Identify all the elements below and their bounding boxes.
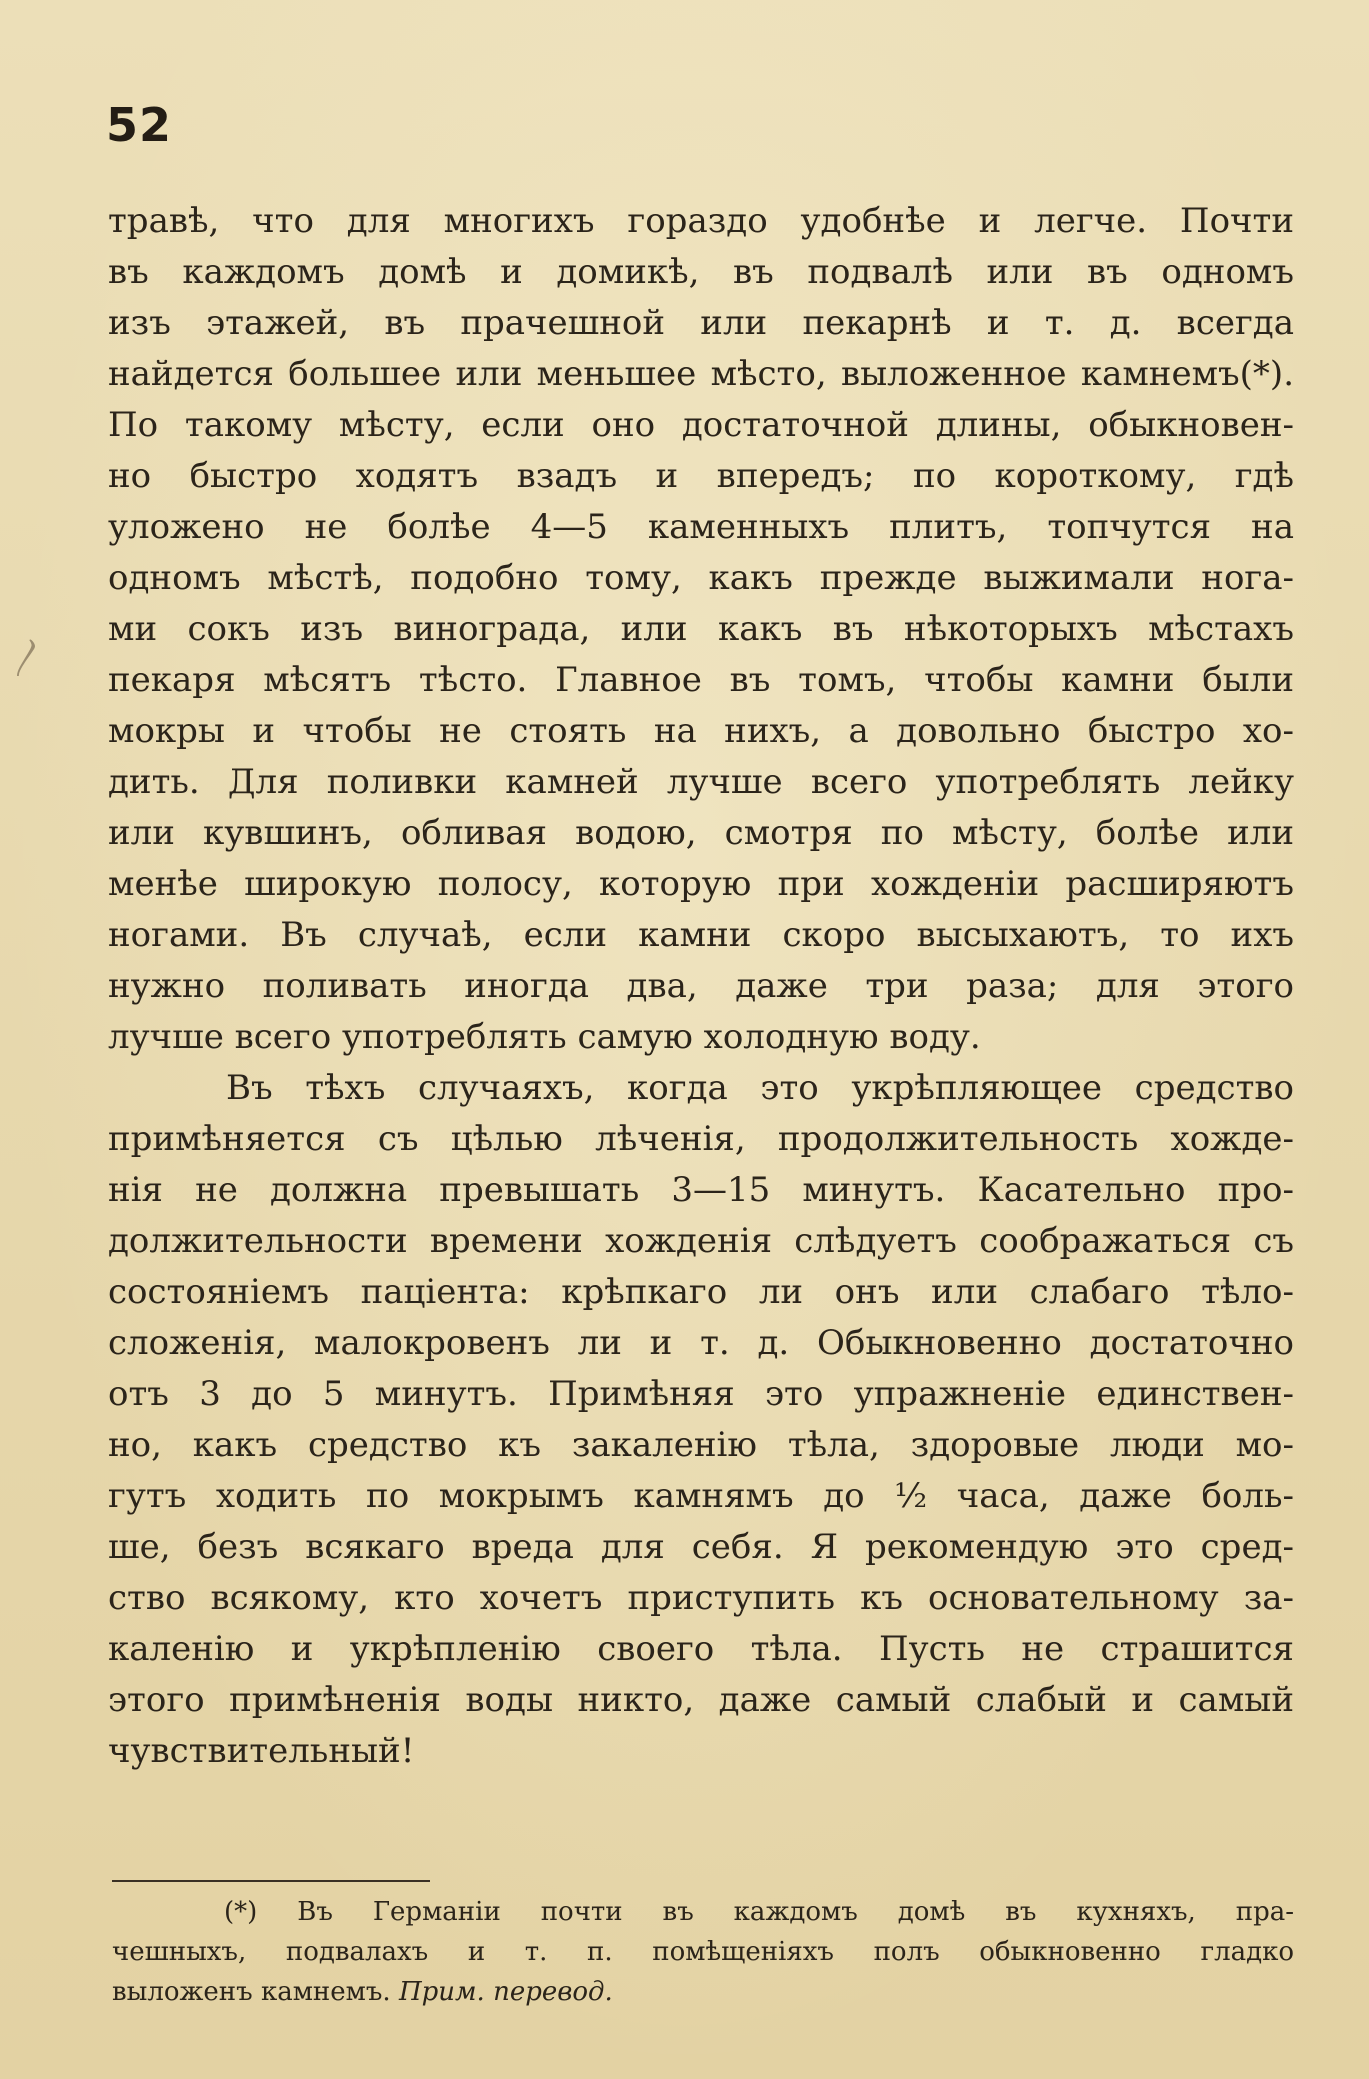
footnote-text: выложенъ камнемъ. bbox=[112, 1977, 391, 2007]
text-line: каленію и укрѣпленію своего тѣла. Пусть не страшится bbox=[108, 1629, 1294, 1669]
text-line: ми сокъ изъ винограда, или какъ въ нѣкоторыхъ мѣстахъ bbox=[108, 609, 1294, 649]
text-line: или кувшинъ, обливая водою, смотря по мѣсту, болѣе или bbox=[108, 813, 1294, 853]
text-line: гутъ ходить по мокрымъ камнямъ до ½ часа, даже боль- bbox=[108, 1476, 1294, 1516]
body-text bbox=[108, 196, 1294, 1777]
text-line: чувствительный! bbox=[108, 1731, 415, 1771]
text-line: травѣ, что для многихъ гораздо удобнѣе и легче. Почти bbox=[108, 201, 1294, 241]
text-line: нужно поливать иногда два, даже три раза; для этого bbox=[108, 966, 1294, 1006]
text-line: сложенія, малокровенъ ли и т. д. Обыкновенно достаточно bbox=[108, 1323, 1294, 1363]
footnote-line: (*) Въ Германіи почти въ каждомъ домѣ въ кухняхъ, пра- bbox=[224, 1897, 1294, 1927]
footnote-line: чешныхъ, подвалахъ и т. п. помѣщеніяхъ полъ обыкновенно гладко bbox=[112, 1937, 1294, 1967]
translator-note: Прим. перевод. bbox=[398, 1977, 613, 2007]
text-line: этого примѣненія воды никто, даже самый слабый и самый bbox=[108, 1680, 1294, 1720]
text-line: изъ этажей, въ прачешной или пекарнѣ и т. д. всегда bbox=[108, 303, 1294, 343]
text-line: менѣе широкую полосу, которую при хожденіи расширяютъ bbox=[108, 864, 1294, 904]
text-line: должительности времени хожденія слѣдуетъ соображаться съ bbox=[108, 1221, 1294, 1261]
text-line: найдется большее или меньшее мѣсто, выложенное камнемъ(*). bbox=[108, 354, 1294, 394]
footnote-divider bbox=[112, 1880, 430, 1882]
text-line: нія не должна превышать 3—15 минутъ. Касательно про- bbox=[108, 1170, 1294, 1210]
footnote bbox=[112, 1892, 1294, 2012]
text-line: но, какъ средство къ закаленію тѣла, здоровые люди мо- bbox=[108, 1425, 1294, 1465]
text-line: состояніемъ паціента: крѣпкаго ли онъ или слабаго тѣло- bbox=[108, 1272, 1294, 1312]
text-line: По такому мѣсту, если оно достаточной длины, обыкновен- bbox=[108, 405, 1294, 445]
text-line: уложено не болѣе 4—5 каменныхъ плитъ, топчутся на bbox=[108, 507, 1294, 547]
text-line: пекаря мѣсятъ тѣсто. Главное въ томъ, чтобы камни были bbox=[108, 660, 1294, 700]
text-line: но быстро ходятъ взадъ и впередъ; по короткому, гдѣ bbox=[108, 456, 1294, 496]
text-line: лучше всего употреблять самую холодную воду. bbox=[108, 1017, 981, 1057]
text-line: примѣняется съ цѣлью лѣченія, продолжительность хожде- bbox=[108, 1119, 1294, 1159]
text-line: отъ 3 до 5 минутъ. Примѣняя это упражненіе единствен- bbox=[108, 1374, 1294, 1414]
page-number: 52 bbox=[106, 98, 173, 152]
text-line: ше, безъ всякаго вреда для себя. Я рекомендую это сред- bbox=[108, 1527, 1294, 1567]
text-line: одномъ мѣстѣ, подобно тому, какъ прежде выжимали нога- bbox=[108, 558, 1294, 598]
footnote-line bbox=[112, 1972, 1294, 2012]
text-line: ногами. Въ случаѣ, если камни скоро высыхаютъ, то ихъ bbox=[108, 915, 1294, 955]
text-line: въ каждомъ домѣ и домикѣ, въ подвалѣ или въ одномъ bbox=[108, 252, 1294, 292]
margin-pencil-mark: 〳 bbox=[8, 635, 48, 681]
paragraph-first-line: Въ тѣхъ случаяхъ, когда это укрѣпляющее средство bbox=[226, 1068, 1294, 1108]
text-line: дить. Для поливки камней лучше всего употреблять лейку bbox=[108, 762, 1294, 802]
text-line: ство всякому, кто хочетъ приступить къ основательному за- bbox=[108, 1578, 1294, 1618]
text-line: мокры и чтобы не стоять на нихъ, а довольно быстро хо- bbox=[108, 711, 1294, 751]
